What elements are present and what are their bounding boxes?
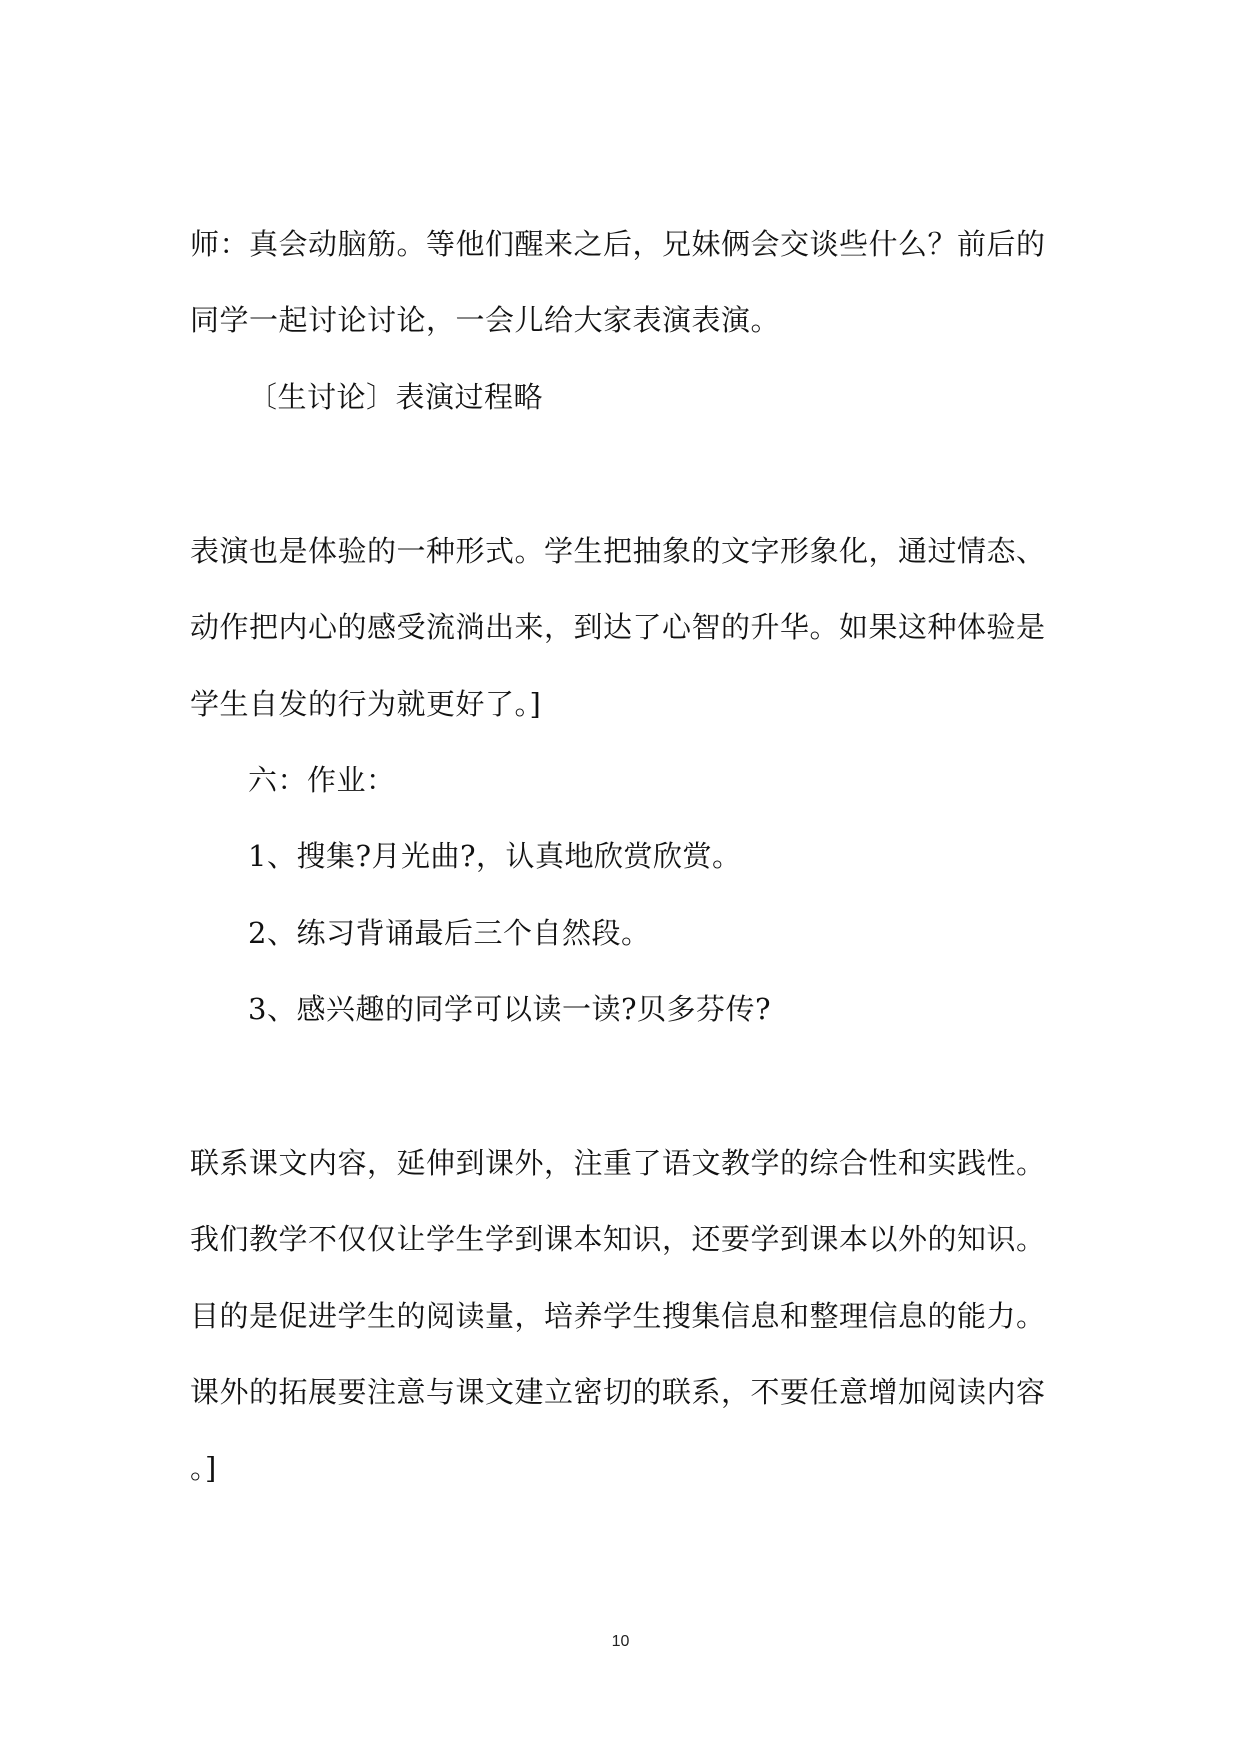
comment-line: 动作把内心的感受流淌出来，到达了心智的升华。如果这种体验是 [190,610,1046,644]
comment-line: 。] [190,1451,217,1485]
comment-line: 我们教学不仅仅让学生学到课本知识，还要学到课本以外的知识。 [190,1222,1046,1256]
homework-item: 2、练习背诵最后三个自然段。 [248,916,651,950]
section-heading: 六：作业： [248,763,396,797]
comment-line: 课外的拓展要注意与课文建立密切的联系，不要任意增加阅读内容 [190,1375,1046,1409]
comment-line: 学生自发的行为就更好了。] [190,687,542,721]
comment-line: 目的是促进学生的阅读量，培养学生搜集信息和整理信息的能力。 [190,1299,1046,1333]
comment-line: 表演也是体验的一种形式。学生把抽象的文字形象化，通过情态、 [190,534,1046,568]
stage-direction-line: 〔生讨论〕表演过程略 [248,380,544,414]
homework-item: 3、感兴趣的同学可以读一读?贝多芬传? [248,992,772,1026]
paragraph-line: 同学一起讨论讨论，一会儿给大家表演表演。 [190,303,781,337]
homework-item: 1、搜集?月光曲?，认真地欣赏欣赏。 [248,839,742,873]
page-number: 10 [611,1633,630,1650]
comment-line: 联系课文内容，延伸到课外，注重了语文教学的综合性和实践性。 [190,1146,1046,1180]
paragraph-line: 师：真会动脑筋。等他们醒来之后，兄妹俩会交谈些什么？前后的 [190,227,1046,261]
